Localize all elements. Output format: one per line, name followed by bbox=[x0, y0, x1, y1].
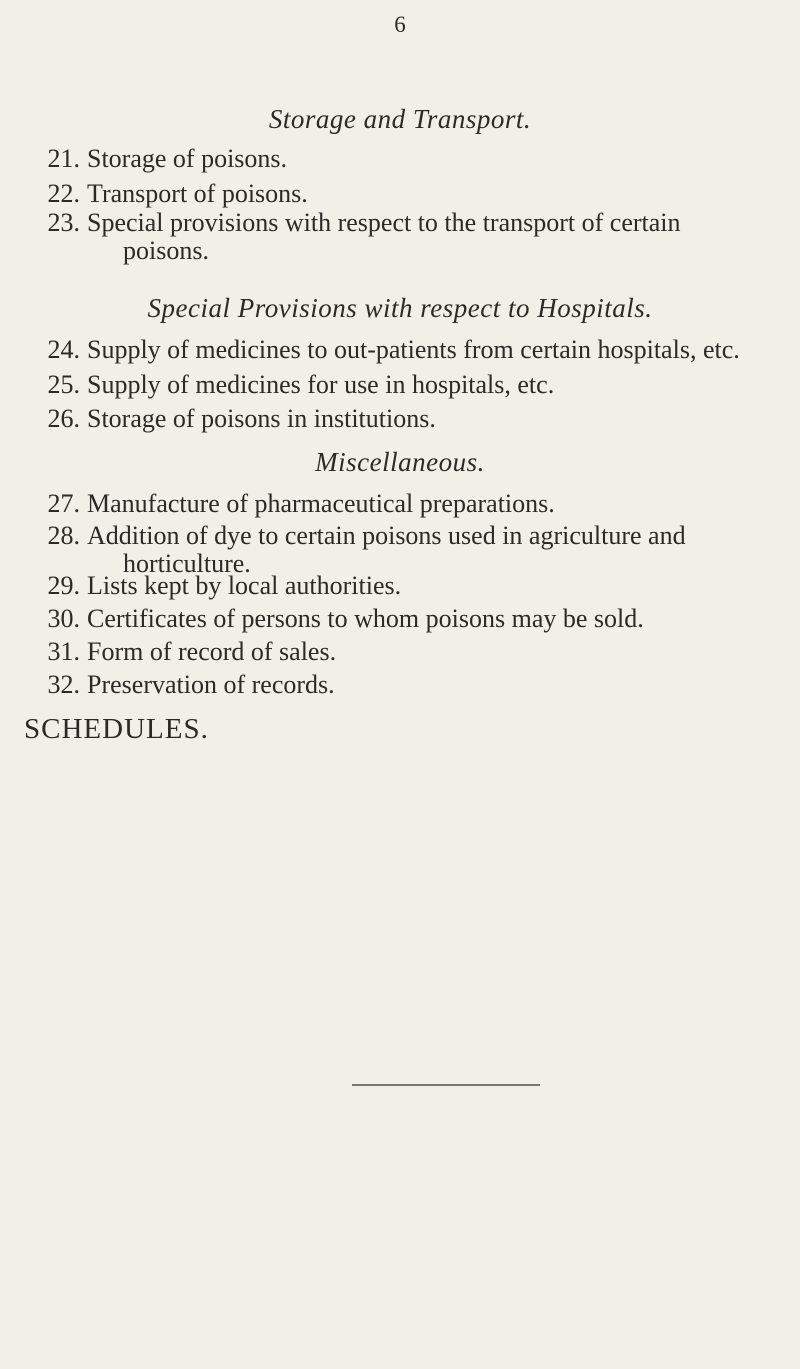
item-text: Supply of medicines to out-patients from certain hospitals, etc. bbox=[87, 335, 740, 364]
item-text: Storage of poisons. bbox=[87, 144, 288, 173]
list-item-27 bbox=[24, 490, 784, 518]
list-item-24 bbox=[24, 336, 784, 364]
item-number: 26. bbox=[47, 404, 80, 433]
list-item-30 bbox=[24, 605, 784, 633]
item-text: Special provisions with respect to the transport of certain bbox=[87, 208, 681, 237]
schedules-heading: SCHEDULES. bbox=[24, 713, 209, 745]
item-number: 32. bbox=[47, 670, 80, 699]
item-number: 21. bbox=[47, 144, 80, 173]
item-number: 28. bbox=[47, 521, 80, 550]
list-item-29 bbox=[24, 572, 784, 600]
list-item-22 bbox=[24, 180, 784, 208]
page-number: 6 bbox=[394, 12, 406, 37]
list-item-28 bbox=[24, 522, 784, 578]
list-item-23 bbox=[24, 209, 784, 265]
item-number: 29. bbox=[47, 571, 80, 600]
item-number: 25. bbox=[47, 370, 80, 399]
item-text: Form of record of sales. bbox=[87, 637, 337, 666]
section-heading-hospitals: Special Provisions with respect to Hospitals. bbox=[147, 293, 653, 323]
list-item-31 bbox=[24, 638, 784, 666]
item-text: Lists kept by local authorities. bbox=[87, 571, 402, 600]
list-item-26 bbox=[24, 405, 784, 433]
item-number: 31. bbox=[47, 637, 80, 666]
item-text: Transport of poisons. bbox=[87, 179, 308, 208]
section-heading-miscellaneous: Miscellaneous. bbox=[315, 447, 485, 477]
item-number: 23. bbox=[47, 208, 80, 237]
item-continuation: horticulture. bbox=[123, 549, 251, 578]
section-heading-storage-transport: Storage and Transport. bbox=[268, 104, 532, 134]
item-number: 27. bbox=[47, 489, 80, 518]
divider-rule bbox=[352, 1084, 540, 1086]
list-item-32 bbox=[24, 671, 784, 699]
item-number: 24. bbox=[47, 335, 80, 364]
item-number: 30. bbox=[47, 604, 80, 633]
item-text: Addition of dye to certain poisons used in agriculture and bbox=[87, 521, 686, 550]
list-item-25 bbox=[24, 371, 784, 399]
item-text: Storage of poisons in institutions. bbox=[87, 404, 436, 433]
item-continuation: poisons. bbox=[123, 236, 209, 265]
list-item-21 bbox=[24, 145, 784, 173]
item-text: Supply of medicines for use in hospitals, etc. bbox=[87, 370, 555, 399]
item-text: Preservation of records. bbox=[87, 670, 335, 699]
item-number: 22. bbox=[47, 179, 80, 208]
item-text: Certificates of persons to whom poisons may be sold. bbox=[87, 604, 644, 633]
item-text: Manufacture of pharmaceutical preparations. bbox=[87, 489, 555, 518]
